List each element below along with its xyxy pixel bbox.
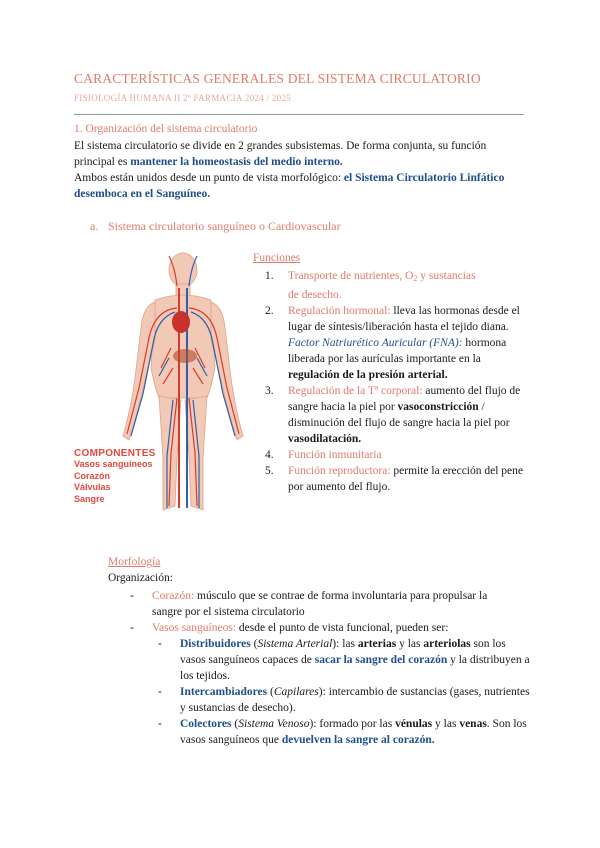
intro-line-4: desemboca en el Sanguíneo. — [74, 188, 211, 200]
subsection-a-heading — [90, 219, 341, 234]
intro-line-3: Ambos están unidos desde un punto de vista morfológico: el Sistema Circulatorio Linfático — [74, 172, 505, 184]
list-item: - Corazón: músculo que se contrae de forma involuntaria para propulsar la sangre por el sistema circulatorio — [130, 590, 488, 618]
list-item: - Intercambiadores (Capilares): intercambio de sustancias (gases, nutrientes y sustancias de desecho). — [158, 686, 530, 714]
components-heading: COMPONENTES — [74, 448, 156, 459]
intro-paragraph — [74, 138, 544, 202]
morfologia-heading: Morfología — [108, 556, 161, 568]
subsection-label: Sistema circulatorio sanguíneo o Cardiovascular — [108, 219, 341, 233]
header-divider — [74, 114, 524, 115]
document-subtitle: FISIOLOGÍA HUMANA II 2º FARMACIA 2024 / 2025 — [74, 93, 292, 103]
intro-line-1: El sistema circulatorio se divide en 2 grandes subsistemas. De forma conjunta, su función — [74, 140, 487, 152]
funciones-list — [265, 268, 525, 495]
component-item: Sangre — [74, 493, 105, 504]
intro-line-2: principal es mantener la homeostasis del medio interno. — [74, 156, 343, 168]
list-item: - Distribuidores (Sistema Arterial): las arterias y las arteriolas son los vasos sanguíneos capaces de sacar la sangre del corazón y la distribuyen a los tejidos. — [158, 638, 530, 682]
document-title: CARACTERÍSTICAS GENERALES DEL SISTEMA CIRCULATORIO — [74, 71, 481, 86]
list-item: 1. Transporte de nutrientes, $O_2$ y sustancias de desecho. — [265, 270, 476, 301]
homeostasis-highlight: mantener la homeostasis del medio interno. — [130, 156, 343, 168]
linfatico-highlight: el Sistema Circulatorio Linfático — [343, 172, 505, 184]
list-item: 4. Función inmunitaria — [265, 449, 382, 461]
heart-icon — [172, 311, 190, 333]
funciones-heading: Funciones — [253, 252, 301, 264]
component-item: Corazón — [74, 470, 110, 481]
components-box — [74, 448, 156, 505]
component-item: Válvulas — [74, 482, 111, 492]
list-item: - Colectores (Sistema Venoso): formado por las vénulas y las venas. Son los vasos sanguíneos que devuelven la sangre al corazón. — [158, 718, 527, 746]
list-item: 3. Regulación de la Tª corporal: aumento del flujo de sangre hacia la piel por vasoconstricción / disminución del flujo de sangre hacia la piel por vasodilatación. — [265, 385, 521, 445]
list-item: - Vasos sanguíneos: desde el punto de vista funcional, pueden ser: — [130, 622, 449, 634]
subsection-letter: a. — [90, 219, 99, 233]
list-item: 5. Función reproductora: permite la erección del pene por aumento del flujo. — [265, 465, 524, 493]
organizacion-label: Organización: — [108, 572, 173, 584]
list-item: 2. Regulación hormonal: lleva las hormonas desde el lugar de síntesis/liberación hasta el tejido diana. Factor Natriurético Auricular (FNA): hormona liberada por las aurículas importante en la regulación de la presión arterial. — [265, 305, 520, 381]
component-item: Vasos sanguíneos — [74, 459, 153, 469]
section-heading: 1. Organización del sistema circulatorio — [74, 123, 258, 135]
